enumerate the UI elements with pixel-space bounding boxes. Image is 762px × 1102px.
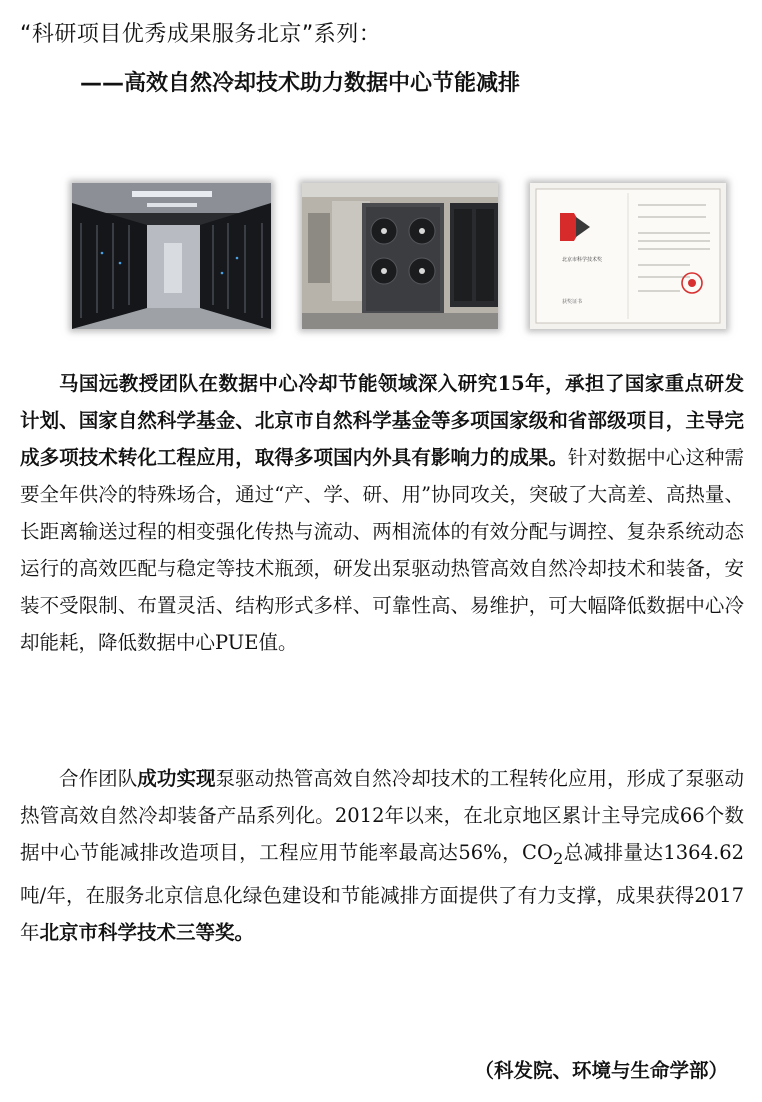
paragraph-application-results — [20, 760, 744, 951]
research-detail-text: 针对数据中心这种需要全年供冷的特殊场合，通过“产、学、研、用”协同攻关，突破了大高差、高热量、长距离输送过程的相变强化传热与流动、两相流体的有效分配与调控、复杂系统动态运行的高效匹配与稳定等技术瓶颈，研发出泵驱动热管高效自然冷却技术和装备，安装不受限制、布置灵活、结构形式多样、可靠性高、易维护，可大幅降低数据中心冷却能耗，降低数据中心PUE值。 — [20, 446, 744, 654]
author-signature: （科发院、环境与生命学部） — [474, 1059, 728, 1082]
research-lead-text: 马国远教授团队在数据中心冷却节能领域深入研究15年，承担了国家重点研发计划、国家自然科学基金、北京市自然科学基金等多项国家级和省部级项目，主导完成多项技术转化工程应用，取得多项国内外具有影响力的成果。 — [20, 372, 744, 469]
certificate-label: 获奖证书 — [562, 299, 583, 305]
heat-pipe-unit-photo — [302, 183, 498, 329]
success-text: 成功实现 — [137, 767, 216, 790]
certificate-award-name: 北京市科学技术奖 — [562, 257, 603, 263]
co2-subscript: 2 — [552, 848, 564, 868]
award-text: 北京市科学技术三等奖。 — [39, 920, 255, 944]
datacenter-aisle-photo — [72, 183, 271, 329]
emission-text: 总减排量达1364.62吨/年，在服务北京信息化绿色建设和节能减排方面提供了有力支撑，成果获得2017年 — [20, 841, 745, 944]
article-subtitle: ——高效自然冷却技术助力数据中心节能减排 — [80, 71, 521, 96]
paragraph-research-summary — [20, 365, 744, 661]
application-text: 泵驱动热管高效自然冷却技术的工程转化应用，形成了泵驱动热管高效自然冷却装备产品系列化。2012年以来，在北京地区累计主导完成66个数据中心节能减排改造项目，工程应用节能率最高达56%，CO — [20, 767, 744, 864]
cooperation-text: 合作团队 — [59, 767, 138, 790]
award-certificate-photo — [530, 183, 726, 329]
series-title: “科研项目优秀成果服务北京”系列： — [20, 22, 382, 47]
